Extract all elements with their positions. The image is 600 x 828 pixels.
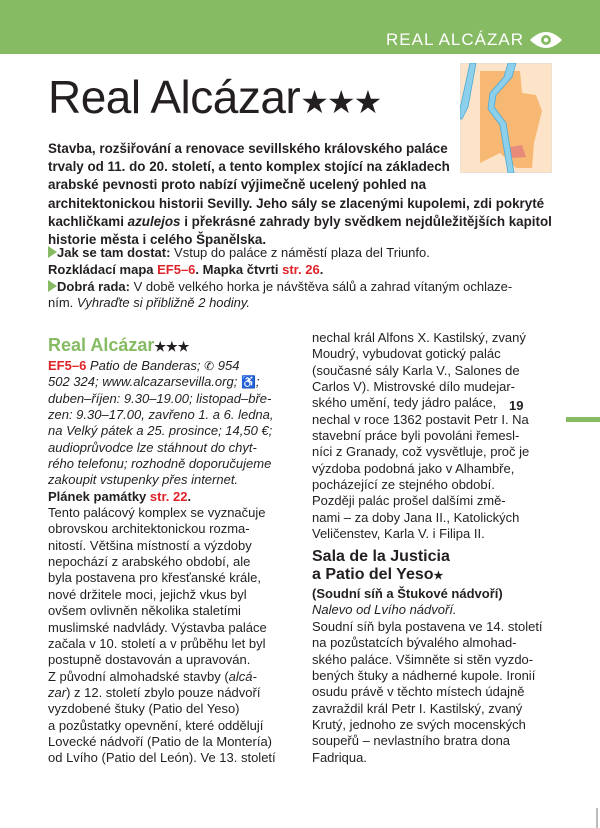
phone-icon: ✆: [204, 359, 215, 373]
text-line: výzdoba podobná jako v Alhambře,: [312, 460, 515, 476]
text-line: zavraždil král Petr I. Kastilský, zvaný: [312, 700, 523, 716]
text-line: [48, 423, 276, 439]
text-line: trvaly od 11. do 20. století, a tento komplex stojící na základech: [48, 159, 450, 175]
intro-paragraph: [48, 140, 563, 249]
text-line: [48, 245, 512, 262]
page-number: 19: [509, 398, 524, 413]
text-segment: Patio de Banderas;: [86, 358, 205, 373]
text-line: stavební práce byli povoláni řemesl-: [312, 428, 520, 444]
subsection-title-line1: Sala de la Justicia: [312, 548, 450, 566]
text-segment: . Mapka čtvrti: [195, 261, 283, 277]
text-segment: kachličkami: [48, 213, 128, 229]
text-line: soupeřů – nevlastního bratra dona: [312, 733, 511, 749]
subsection-title: [312, 548, 543, 585]
text-segment: Rozkládací mapa: [48, 261, 158, 277]
text-segment: Vstup do paláce z náměstí plaza del Triunfo.: [170, 245, 430, 260]
text-segment: EF5–6: [48, 358, 87, 373]
text-segment: str. 26: [282, 261, 320, 277]
text-line: na pozůstatcích bývalého almohad-: [312, 635, 517, 651]
page-title: [48, 70, 380, 124]
text-segment: rého telefonu; rozhodně doporučujeme: [48, 456, 272, 472]
text-line: nechal král Alfons X. Kastilský, zvaný: [312, 330, 526, 345]
text-line: Tento palácový komplex se vyznačuje: [48, 505, 266, 521]
text-line: bených štuky a nádherné kupole. Ironií: [312, 667, 536, 683]
section-header-bar: [0, 0, 600, 54]
text-line: obrovskou architektonickou rozma-: [48, 521, 250, 537]
text-segment: Plánek památky: [48, 488, 150, 504]
arrow-icon: [48, 246, 57, 258]
text-segment: Z původní almohadské stavby (: [48, 668, 229, 684]
section-label: REAL ALCÁZAR: [386, 30, 524, 49]
text-line: byla postavena pro křesťanské krále,: [48, 570, 261, 586]
text-segment: V době velkého horka je návštěva sálů a zahrad vítaným ochlaze-: [129, 278, 513, 294]
text-line: architektonickou historii Sevilly. Jeho sály se zlacenými kupolemi, zdi pokryté: [48, 195, 545, 211]
entry-heading: [48, 335, 189, 356]
text-line: nové držitele moci, jejichž vkus byl: [48, 586, 247, 602]
text-line: ského paláce. Všimněte si stěn vyzdo-: [312, 651, 534, 667]
text-segment: Vyhraďte si přibližně 2 hodiny.: [76, 295, 251, 311]
text-line: nepochází z arabského období, ale: [48, 554, 251, 570]
subsection-star: ★: [433, 570, 444, 583]
text-segment: zakoupit vstupenky přes internet.: [48, 472, 239, 488]
text-line: nechal v roce 1362 postavit Petr I. Na: [312, 411, 529, 427]
left-column: [48, 358, 276, 767]
text-line: historie města i celého Španělska.: [48, 232, 267, 248]
text-segment: audioprůvodce lze stáhnout do chyt-: [48, 439, 257, 455]
text-line: ovšem ovlivněn několika staletími: [48, 603, 241, 619]
text-line: Soudní síň byla postavena ve 14. století: [312, 618, 543, 634]
text-line: [48, 456, 276, 472]
text-line: arabské pevnosti proto nabízí výjimečně ucelený pohled na: [48, 177, 427, 193]
text-line: a pozůstatky opevnění, které oddělují: [48, 717, 264, 733]
text-segment: Dobrá rada:: [57, 278, 130, 294]
text-line: [48, 407, 276, 423]
text-segment: .: [319, 261, 324, 277]
text-line: [48, 358, 276, 374]
entry-heading-text: Real Alcázar: [48, 335, 155, 355]
text-line: (současné sály Karla V., Salones de: [312, 362, 520, 378]
text-line: [48, 391, 276, 407]
text-segment: 954: [214, 358, 240, 373]
text-segment: ;: [255, 374, 260, 390]
text-line: Carlos V). Mistrovské dílo mudejar-: [312, 379, 515, 395]
text-segment: zen: 9.30–17.00, zavřeno 1. a 6. ledna,: [48, 407, 274, 423]
text-line: [48, 262, 512, 279]
page-edge-mark: [596, 808, 598, 828]
text-line: [48, 472, 276, 488]
text-segment: str. 22: [149, 488, 188, 504]
entry-rating-stars: ★★★: [154, 339, 190, 354]
text-line: Později palác prošel dalšími změ-: [312, 493, 506, 509]
text-line: muslimské nadvlády. Výstavba paláce: [48, 619, 267, 635]
text-line: Veličenstev, Karla V. i Filipa II.: [312, 526, 485, 542]
text-line: osudu právě v těchto místech údajně: [312, 684, 525, 700]
text-line: Fadriqua.: [312, 749, 367, 765]
title-text: Real Alcázar: [48, 71, 301, 123]
text-line: [48, 440, 276, 456]
text-line: Moudrý, vybudovat gotický palác: [312, 346, 501, 362]
text-segment: .: [187, 488, 192, 504]
text-segment: EF5–6: [157, 261, 196, 277]
text-line: začala v 10. století a v průběhu let byl: [48, 635, 266, 651]
wheelchair-icon: ♿: [240, 375, 256, 390]
text-segment: azulejos: [127, 213, 181, 229]
text-segment: na Velký pátek a 25. prosince; 14,50 €;: [48, 423, 273, 439]
right-column: [312, 330, 543, 766]
text-segment: ) z 12. století zbylo pouze nádvoří: [66, 684, 261, 700]
subsection-subtitle: (Soudní síň a Štukové nádvoří): [312, 586, 503, 602]
text-line: [48, 279, 512, 296]
text-line: vyzdobené štuky (Patio del Yeso): [48, 701, 240, 717]
text-segment: ním.: [48, 295, 77, 311]
eye-icon: [529, 30, 563, 50]
practical-tips: [48, 245, 512, 312]
text-line: [48, 489, 276, 505]
text-line: ského umění, tedy jádro paláce,: [312, 395, 497, 411]
arrow-icon: [48, 280, 57, 292]
text-segment: 502 324; www.alcazarsevilla.org;: [48, 374, 241, 390]
text-line: Lovecké nádvoří (Patio de la Montería): [48, 733, 273, 749]
text-line: [48, 374, 276, 390]
text-line: [48, 213, 563, 231]
text-line: níci z Granady, což vysvětluje, proč je: [312, 444, 530, 460]
text-line: nitostí. Většina místností a výzdoby: [48, 537, 252, 553]
text-line: Stavba, rozšiřování a renovace sevillského královského paláce: [48, 141, 448, 156]
rating-stars: ★★★: [300, 84, 381, 120]
subsection-title-line2: a Patio del Yeso: [312, 566, 434, 584]
subsection-location: Nalevo od Lvího nádvoří.: [312, 602, 457, 618]
text-segment: alcá-: [228, 668, 257, 684]
text-line: [48, 295, 512, 312]
text-line: nami – za doby Jana II., Katolických: [312, 509, 520, 525]
text-segment: duben–říjen: 9.30–19.00; listopad–bře-: [48, 390, 272, 406]
text-line: [48, 669, 276, 685]
text-segment: Jak se tam dostat:: [57, 245, 171, 260]
text-segment: i překrásné zahrady byly svědkem nejdůležitějších kapitol: [180, 213, 552, 229]
text-line: Krutý, jednoho ze svých mocenských: [312, 716, 526, 732]
text-line: pocházející ze stejného období.: [312, 477, 495, 493]
text-line: [48, 685, 276, 701]
text-segment: zar: [48, 684, 67, 700]
text-line: postupně dostavován a upravován.: [48, 652, 251, 668]
text-line: od Lvího (Patio del León). Ve 13. století: [48, 750, 276, 766]
page-number-bar: [566, 417, 600, 422]
